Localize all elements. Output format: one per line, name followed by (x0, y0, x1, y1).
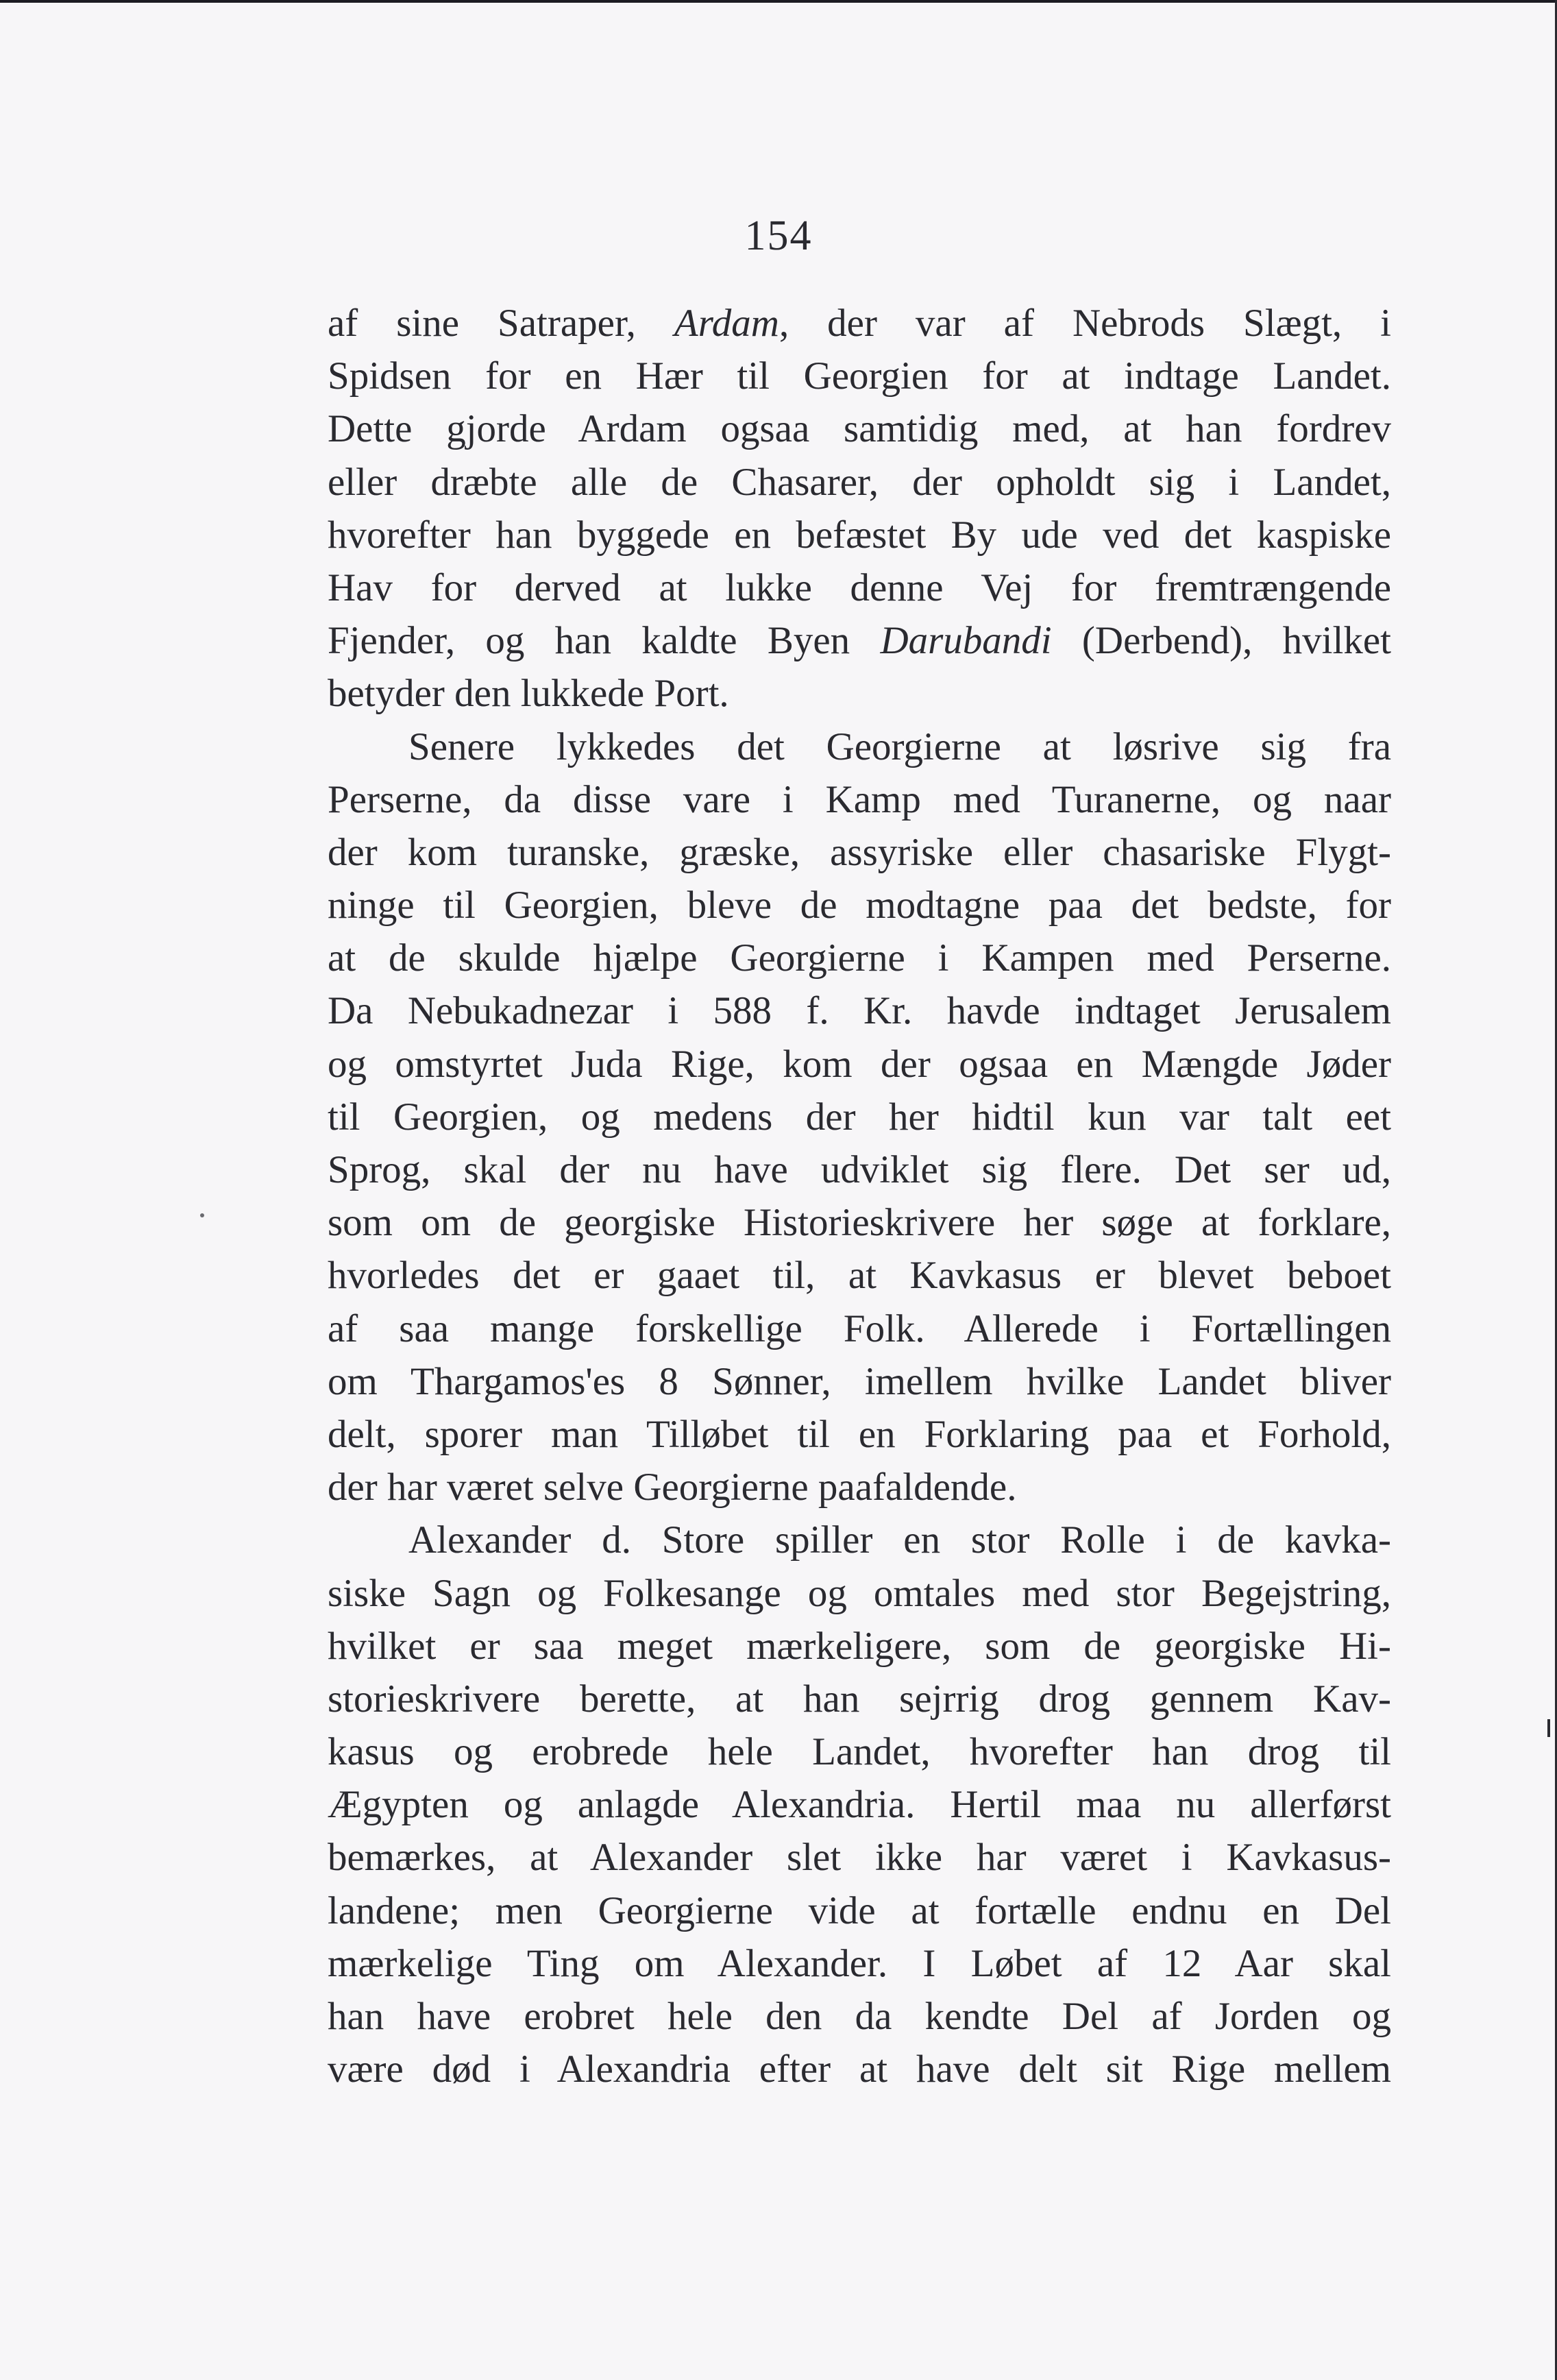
page-number: 154 (744, 212, 813, 259)
page-top-edge (0, 0, 1557, 3)
text-line (328, 1038, 1391, 1091)
edge-mark (1547, 1719, 1550, 1737)
text-segment: siske Sagn og Folkesange og omtales med stor Begejstring, (328, 1571, 1391, 1615)
text-line (328, 2043, 1391, 2096)
text-line (328, 932, 1391, 984)
text-segment: Ægypten og anlagde Alexandria. Hertil maa nu allerførst (328, 1783, 1391, 1827)
text-segment: Perserne, da disse vare i Kamp med Turanerne, og naar (328, 777, 1391, 821)
text-line (328, 456, 1391, 509)
text-segment: være død i Alexandria efter at have delt sit Rige mellem (328, 2048, 1391, 2091)
text-segment: delt, sporer man Tilløbet til en Forklaring paa et Forhold, (328, 1412, 1391, 1456)
text-line (328, 402, 1391, 455)
text-segment: (Derbend), hvilket (1051, 619, 1391, 663)
text-line (328, 1884, 1391, 1937)
text-line (328, 1620, 1391, 1673)
text-segment: der har været selve Georgierne paafaldende. (328, 1466, 1017, 1509)
text-line (328, 1196, 1391, 1249)
text-segment: storieskrivere berette, at han sejrrig drog gennem Kav- (328, 1677, 1391, 1721)
text-segment: af saa mange forskellige Folk. Allerede i Fortællingen (328, 1307, 1391, 1350)
text-segment: der kom turanske, græske, assyriske eller chasariske Flygt- (328, 830, 1391, 874)
paper-speck (200, 1213, 204, 1217)
text-segment: Dette gjorde Ardam ogsaa samtidig med, at han fordrev (328, 407, 1391, 451)
text-segment: Fjender, og han kaldte Byen (328, 619, 881, 663)
text-line (328, 1091, 1391, 1143)
text-segment: om Thargamos'es 8 Sønner, imellem hvilke Landet bliver (328, 1359, 1391, 1403)
text-line (328, 773, 1391, 826)
text-line (328, 879, 1391, 932)
text-segment: Spidsen for en Hær til Georgien for at indtage Landet. (328, 354, 1391, 398)
text-segment: landene; men Georgierne vide at fortælle endnu en Del (328, 1889, 1391, 1932)
text-line (328, 1778, 1391, 1831)
text-line (328, 509, 1391, 561)
text-segment: bemærkes, at Alexander slet ikke har været i Kavkasus- (328, 1836, 1391, 1880)
body-text (328, 297, 1391, 2096)
text-line (328, 826, 1391, 879)
text-segment: han have erobret hele den da kendte Del af Jorden og (328, 1995, 1391, 2038)
text-segment: mærkelige Ting om Alexander. I Løbet af 12 Aar skal (328, 1941, 1391, 1985)
text-segment: at de skulde hjælpe Georgierne i Kampen med Perserne. (328, 936, 1391, 980)
text-line (328, 614, 1391, 667)
text-segment: som om de georgiske Historieskrivere her søge at forklare, (328, 1201, 1391, 1245)
text-segment: kasus og erobrede hele Landet, hvorefter han drog til (328, 1730, 1391, 1774)
text-line (328, 667, 1391, 720)
text-segment: Da Nebukadnezar i 588 f. Kr. havde indtaget Jerusalem (328, 989, 1391, 1033)
text-segment: hvorefter han byggede en befæstet By ude ved det kaspiske (328, 513, 1391, 557)
text-segment: af sine Satraper, (328, 302, 674, 345)
text-line (328, 1937, 1391, 1990)
text-segment: Sprog, skal der nu have udviklet sig flere. Det ser ud, (328, 1148, 1391, 1191)
text-segment: , der var af Nebrods Slægt, i (778, 302, 1391, 345)
text-segment: betyder den lukkede Port. (328, 672, 729, 716)
text-line (328, 1302, 1391, 1355)
text-segment: og omstyrtet Juda Rige, kom der ogsaa en Mængde Jøder (328, 1042, 1391, 1086)
text-line (328, 1725, 1391, 1778)
text-segment: Hav for derved at lukke denne Vej for fremtrængende (328, 566, 1391, 609)
text-line (328, 1567, 1391, 1620)
text-segment: Alexander d. Store spiller en stor Rolle i de kavka- (408, 1518, 1391, 1562)
text-line (328, 1831, 1391, 1884)
text-line (328, 1143, 1391, 1196)
text-segment: eller dræbte alle de Chasarer, der opholdt sig i Landet, (328, 460, 1391, 504)
text-segment: hvilket er saa meget mærkeligere, som de georgiske Hi- (328, 1624, 1391, 1668)
text-line (328, 984, 1391, 1037)
text-line (328, 1355, 1391, 1408)
text-line (328, 561, 1391, 614)
text-line (328, 720, 1391, 773)
text-line (328, 1990, 1391, 2043)
text-line (328, 1249, 1391, 1302)
text-line (328, 1408, 1391, 1461)
text-line (328, 1514, 1391, 1566)
italic-term: Darubandi (880, 619, 1052, 663)
text-line (328, 297, 1391, 350)
text-line (328, 350, 1391, 402)
text-segment: Senere lykkedes det Georgierne at løsrive sig fra (408, 725, 1391, 768)
text-line (328, 1461, 1391, 1514)
italic-term: Ardam (674, 302, 779, 345)
text-segment: til Georgien, og medens der her hidtil kun var talt eet (328, 1095, 1391, 1139)
text-segment: hvorledes det er gaaet til, at Kavkasus er blevet beboet (328, 1254, 1391, 1298)
text-line (328, 1673, 1391, 1725)
text-segment: ninge til Georgien, bleve de modtagne paa det bedste, for (328, 884, 1391, 927)
